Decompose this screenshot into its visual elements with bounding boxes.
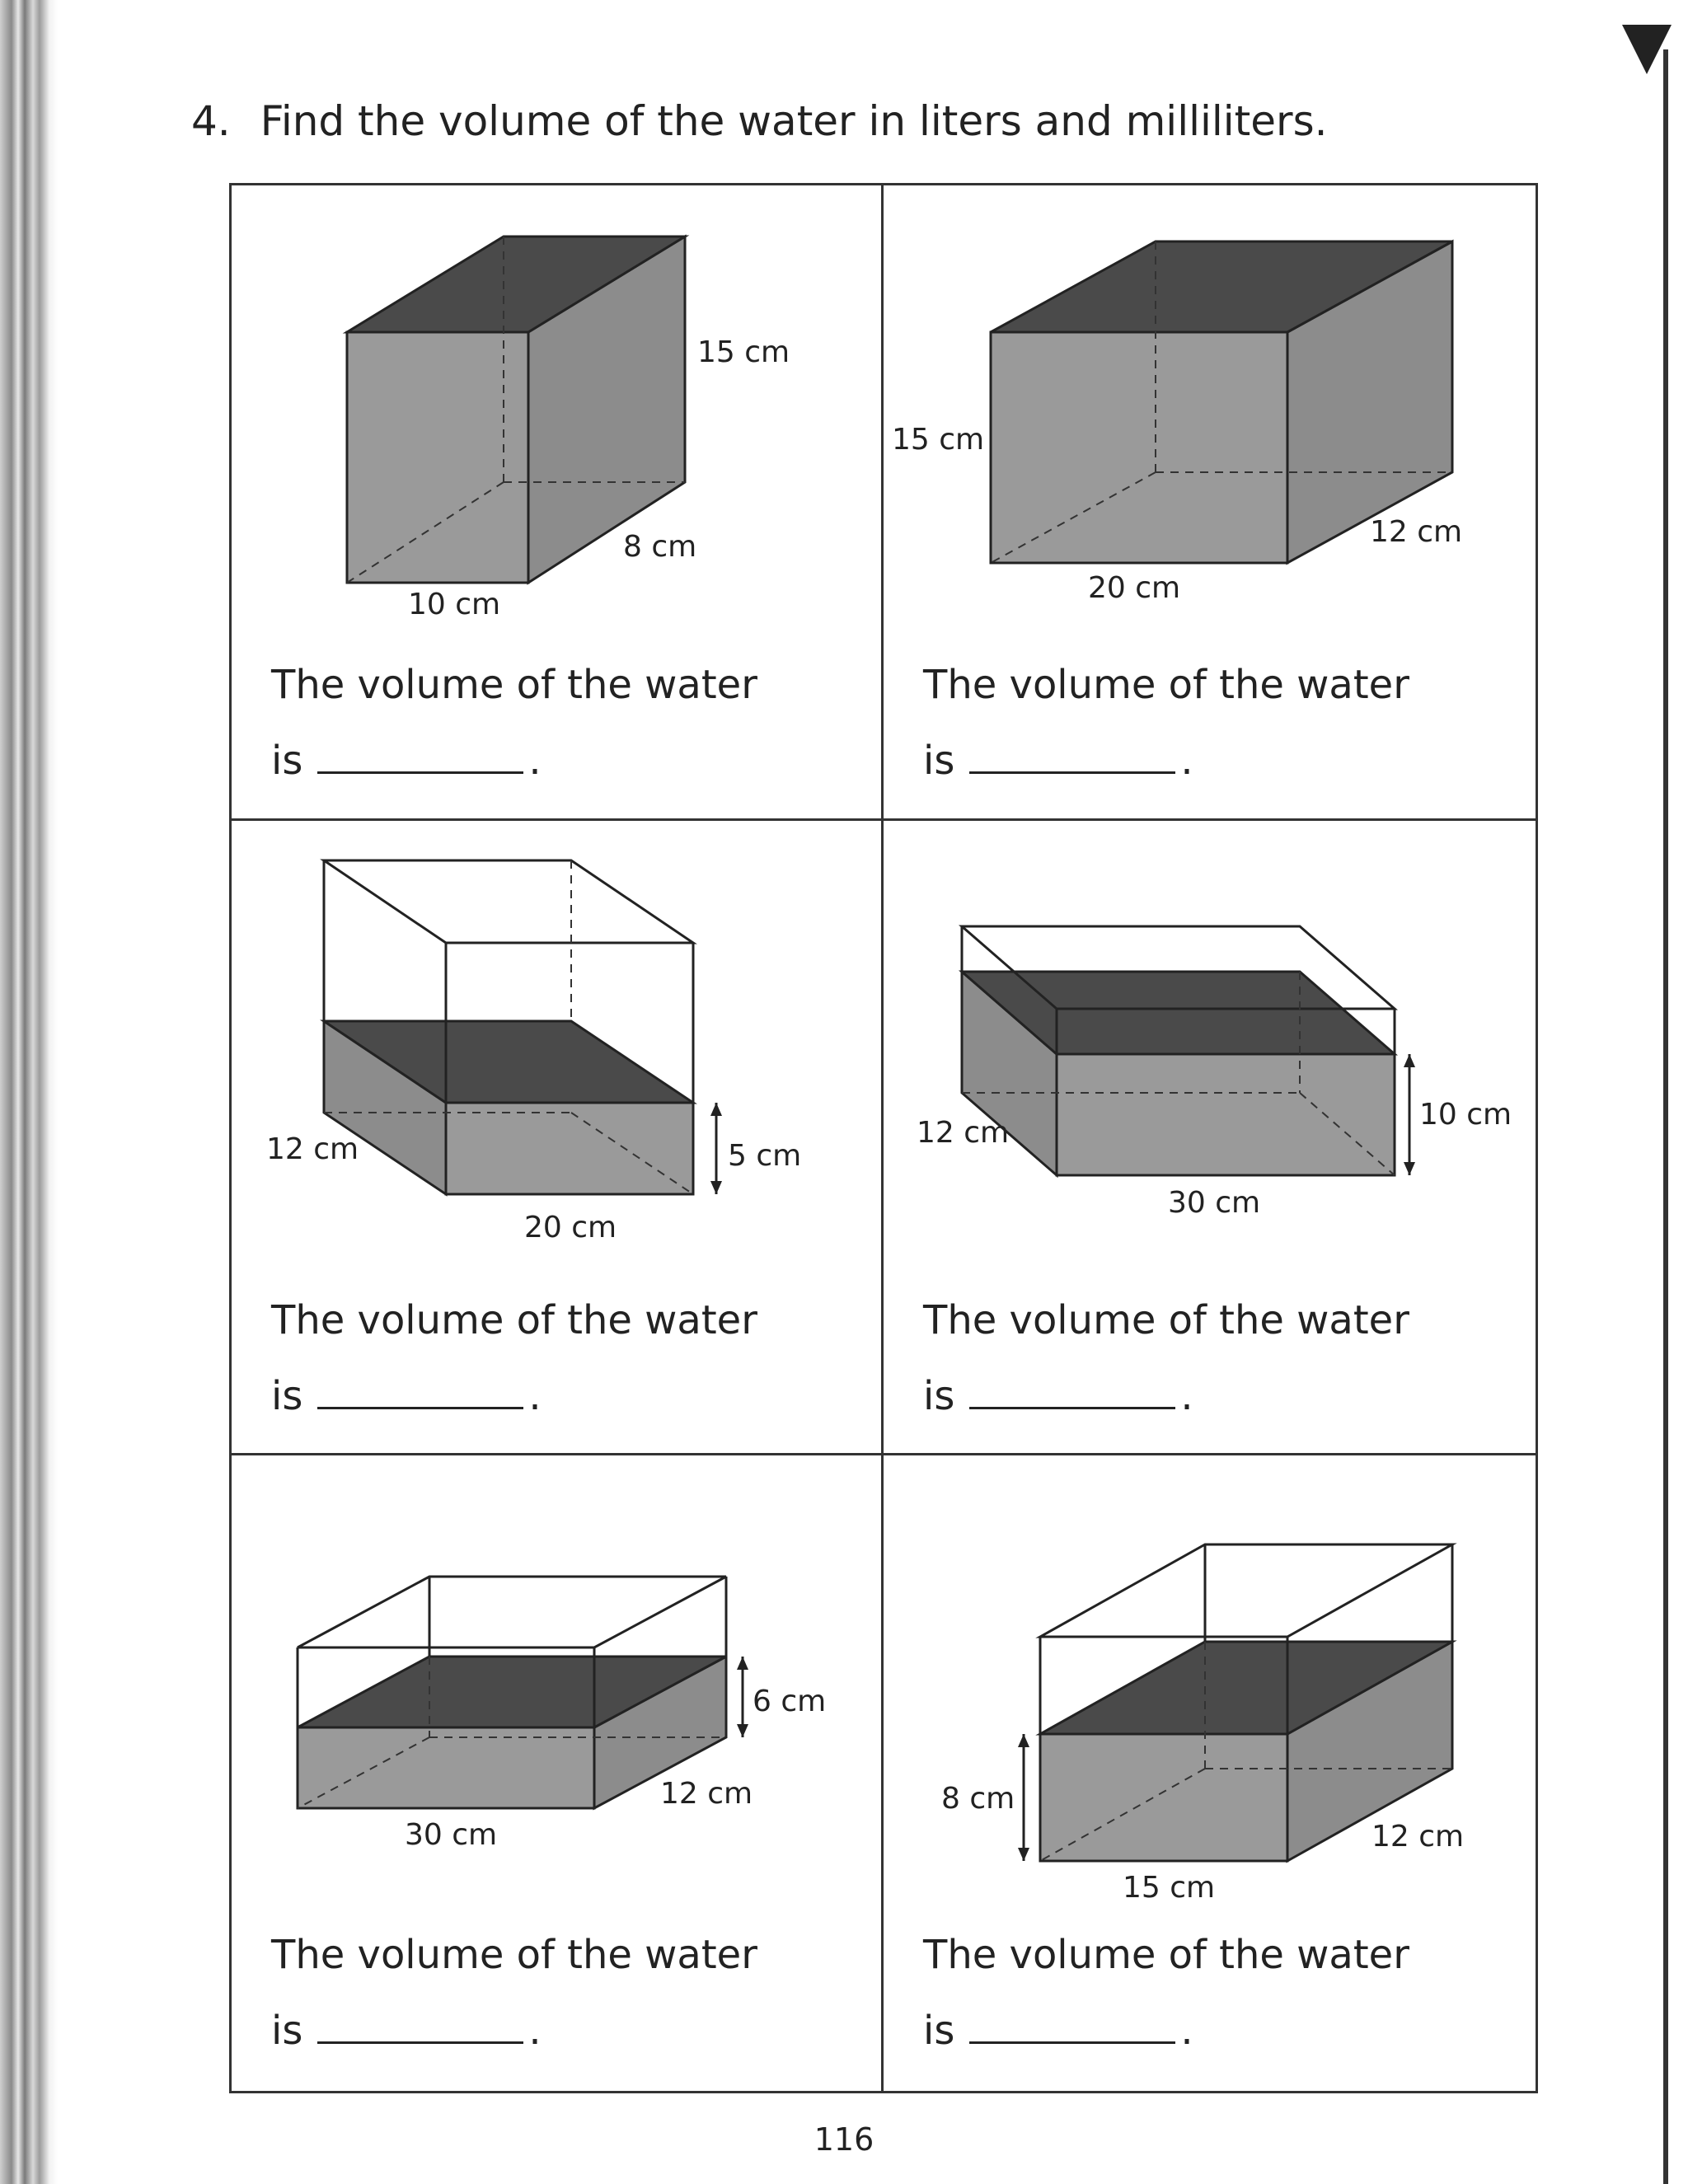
answer-line bbox=[271, 1917, 757, 2069]
answer-text: The volume of the water bbox=[923, 1296, 1409, 1343]
question-text: Find the volume of the water in liters and milliliters. bbox=[260, 97, 1328, 145]
depth-label: 12 cm bbox=[660, 1777, 753, 1811]
problem-cell-6 bbox=[884, 1455, 1536, 2091]
tank-top-rim bbox=[298, 1577, 726, 1647]
answer-period: . bbox=[528, 738, 542, 784]
arrow-head bbox=[710, 1103, 722, 1116]
answer-blank[interactable] bbox=[317, 2033, 523, 2044]
arrow-head bbox=[710, 1181, 722, 1194]
answer-text: The volume of the water bbox=[271, 662, 757, 708]
answer-period: . bbox=[1180, 1372, 1193, 1419]
corner-mark bbox=[1622, 25, 1672, 74]
height-label: 15 cm bbox=[892, 423, 985, 457]
arrow-head bbox=[1018, 1734, 1029, 1747]
answer-line bbox=[923, 647, 1409, 799]
problem-grid bbox=[229, 183, 1538, 2093]
depth-label: 12 cm bbox=[917, 1115, 1010, 1150]
arrow-head bbox=[1404, 1162, 1415, 1175]
problem-cell-2 bbox=[884, 185, 1536, 821]
answer-blank[interactable] bbox=[969, 2033, 1175, 2044]
water-height-label: 10 cm bbox=[1419, 1097, 1512, 1132]
answer-text: The volume of the water bbox=[271, 1932, 757, 1979]
width-label: 30 cm bbox=[1168, 1185, 1261, 1220]
water-front-face bbox=[298, 1727, 594, 1808]
width-label: 15 cm bbox=[1123, 1871, 1216, 1905]
water-height-label: 8 cm bbox=[941, 1782, 1015, 1816]
height-label: 15 cm bbox=[697, 335, 790, 369]
answer-is: is bbox=[271, 2008, 303, 2055]
answer-blank[interactable] bbox=[317, 1399, 523, 1409]
answer-line bbox=[923, 1282, 1409, 1434]
problem-cell-1 bbox=[232, 185, 884, 821]
answer-blank[interactable] bbox=[969, 1399, 1175, 1409]
tank-top-rim bbox=[324, 860, 693, 943]
book-binding-shadow bbox=[0, 0, 58, 2184]
depth-label: 12 cm bbox=[266, 1132, 359, 1166]
depth-label: 12 cm bbox=[1370, 515, 1463, 549]
arrow-head bbox=[1018, 1848, 1029, 1861]
answer-line bbox=[271, 647, 757, 799]
answer-period: . bbox=[1180, 738, 1193, 784]
width-label: 20 cm bbox=[1088, 571, 1181, 605]
arrow-head bbox=[1404, 1054, 1415, 1067]
answer-is: is bbox=[271, 738, 303, 784]
problem-cell-4 bbox=[884, 821, 1536, 1456]
arrow-head bbox=[737, 1724, 748, 1737]
water-front-face bbox=[347, 332, 528, 583]
width-label: 20 cm bbox=[524, 1210, 617, 1244]
water-front-face bbox=[1057, 1054, 1395, 1175]
water-height-label: 5 cm bbox=[728, 1138, 802, 1173]
answer-period: . bbox=[528, 1372, 542, 1419]
question-heading bbox=[191, 97, 1328, 145]
answer-is: is bbox=[923, 2008, 955, 2055]
water-height-label: 6 cm bbox=[753, 1685, 827, 1719]
depth-label: 8 cm bbox=[623, 530, 697, 564]
width-label: 30 cm bbox=[405, 1818, 498, 1853]
answer-is: is bbox=[271, 1372, 303, 1419]
answer-blank[interactable] bbox=[969, 763, 1175, 774]
answer-text: The volume of the water bbox=[923, 662, 1409, 708]
answer-line bbox=[271, 1282, 757, 1434]
answer-text: The volume of the water bbox=[271, 1296, 757, 1343]
answer-text: The volume of the water bbox=[923, 1932, 1409, 1979]
page-edge-line bbox=[1663, 49, 1668, 2184]
question-number: 4. bbox=[191, 97, 231, 145]
page-number: 116 bbox=[814, 2121, 874, 2158]
water-front-face bbox=[1040, 1734, 1287, 1861]
answer-blank[interactable] bbox=[317, 763, 523, 774]
water-front-face bbox=[991, 332, 1287, 563]
depth-label: 12 cm bbox=[1372, 1820, 1465, 1854]
answer-is: is bbox=[923, 1372, 955, 1419]
answer-is: is bbox=[923, 738, 955, 784]
width-label: 10 cm bbox=[408, 588, 501, 621]
answer-line bbox=[923, 1917, 1409, 2069]
water-front-face bbox=[446, 1103, 693, 1194]
problem-cell-3 bbox=[232, 821, 884, 1456]
problem-cell-5 bbox=[232, 1455, 884, 2091]
answer-period: . bbox=[528, 2008, 542, 2055]
tank-top-rim bbox=[1040, 1544, 1452, 1637]
answer-period: . bbox=[1180, 2008, 1193, 2055]
arrow-head bbox=[737, 1657, 748, 1670]
